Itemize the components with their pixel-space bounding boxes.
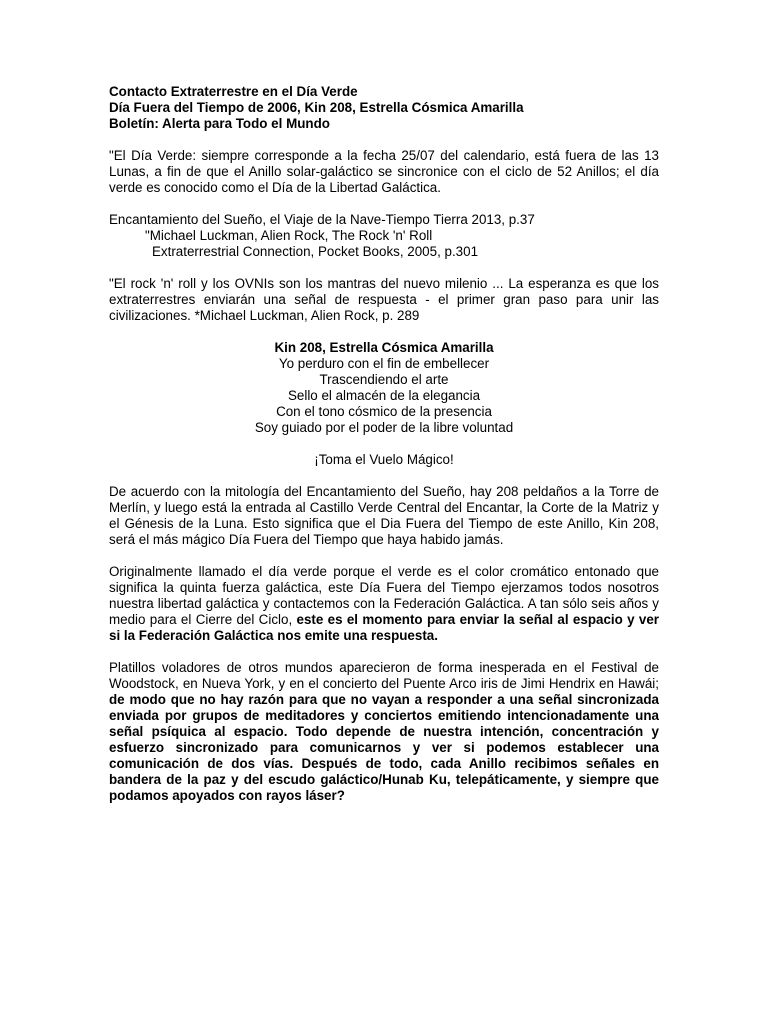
title-line-1: Contacto Extraterrestre en el Día Verde bbox=[109, 84, 358, 99]
paragraph-platillos bbox=[109, 660, 659, 804]
poem-line: Yo perduro con el fin de embellecer bbox=[278, 356, 490, 371]
title-line-3: Boletín: Alerta para Todo el Mundo bbox=[109, 116, 330, 131]
document-title bbox=[109, 84, 659, 132]
reference-line-3: Extraterrestrial Connection, Pocket Books, 2005, p.301 bbox=[152, 244, 479, 259]
quote-alien-rock: "El rock 'n' roll y los OVNIs son los mantras del nuevo milenio ... La esperanza es que los extraterrestres enviarán una señal de respuesta - el primer gran paso para unir las civilizaciones. *Michael Luckman, Alien Rock, p. 289 bbox=[109, 276, 659, 323]
title-line-2: Día Fuera del Tiempo de 2006, Kin 208, Estrella Cósmica Amarilla bbox=[109, 100, 524, 115]
poem-line: Sello el almacén de la elegancia bbox=[287, 388, 481, 403]
document-page bbox=[109, 84, 659, 820]
paragraph-emphasis: este es el momento para enviar la señal al espacio y ver si la Federación Galáctica nos emite una respuesta. bbox=[109, 612, 660, 643]
paragraph-text: Platillos voladores de otros mundos aparecieron de forma inesperada en el Festival de Woodstock, en Nueva York, y en el concierto del Puente Arco iris de Jimi Hendrix en Hawái; bbox=[109, 660, 659, 691]
kin-poem bbox=[109, 340, 659, 436]
poem-line: Trascendiendo el arte bbox=[319, 372, 449, 387]
poem-title: Kin 208, Estrella Cósmica Amarilla bbox=[274, 340, 494, 355]
paragraph-dia-verde bbox=[109, 564, 659, 644]
quote-dia-verde: "El Día Verde: siempre corresponde a la fecha 25/07 del calendario, está fuera de las 13 Lunas, a fin de que el Anillo solar-galáctico se sincronice con el ciclo de 52 Anillos; el día verde es conocido como el Día de la Libertad Galáctica. bbox=[109, 148, 659, 195]
reference-line-1: Encantamiento del Sueño, el Viaje de la Nave-Tiempo Tierra 2013, p.37 bbox=[109, 212, 535, 227]
reference-line-2: "Michael Luckman, Alien Rock, The Rock 'n' Roll bbox=[145, 228, 433, 243]
call-to-action: ¡Toma el Vuelo Mágico! bbox=[314, 452, 454, 467]
paragraph-emphasis: de modo que no hay razón para que no vayan a responder a una señal sincronizada enviada por grupos de meditadores y conciertos emitiendo intencionadamente una señal psíquica al espacio. Todo depende de nuestra intención, concentración y esfuerzo sincronizado para comunicarnos y ver si podemos establecer una comunicación de dos vías. Después de todo, cada Anillo recibimos señales en bandera de la paz y del escudo galáctico/Hunab Ku, telepáticamente, y siempre que podamos apoyados con rayos láser? bbox=[109, 692, 659, 803]
poem-line: Soy guiado por el poder de la libre voluntad bbox=[254, 420, 514, 435]
paragraph-text: Originalmente llamado el día verde porque el verde es el color cromático entonado que significa la quinta fuerza galáctica, este Día Fuera del Tiempo ejerzamos todos nosotros nuestra libertad galáctica y contactemos con la Federación Galáctica. A tan sólo seis años y medio para el Cierre del Ciclo, bbox=[109, 564, 659, 627]
reference-block bbox=[109, 212, 659, 260]
poem-line: Con el tono cósmico de la presencia bbox=[276, 404, 492, 419]
paragraph-merlin: De acuerdo con la mitología del Encantamiento del Sueño, hay 208 peldaños a la Torre de Merlín, y luego está la entrada al Castillo Verde Central del Encantar, la Corte de la Matriz y el Génesis de la Luna. Esto significa que el Dia Fuera del Tiempo de este Anillo, Kin 208, será el más mágico Día Fuera del Tiempo que haya habido jamás. bbox=[109, 484, 659, 547]
